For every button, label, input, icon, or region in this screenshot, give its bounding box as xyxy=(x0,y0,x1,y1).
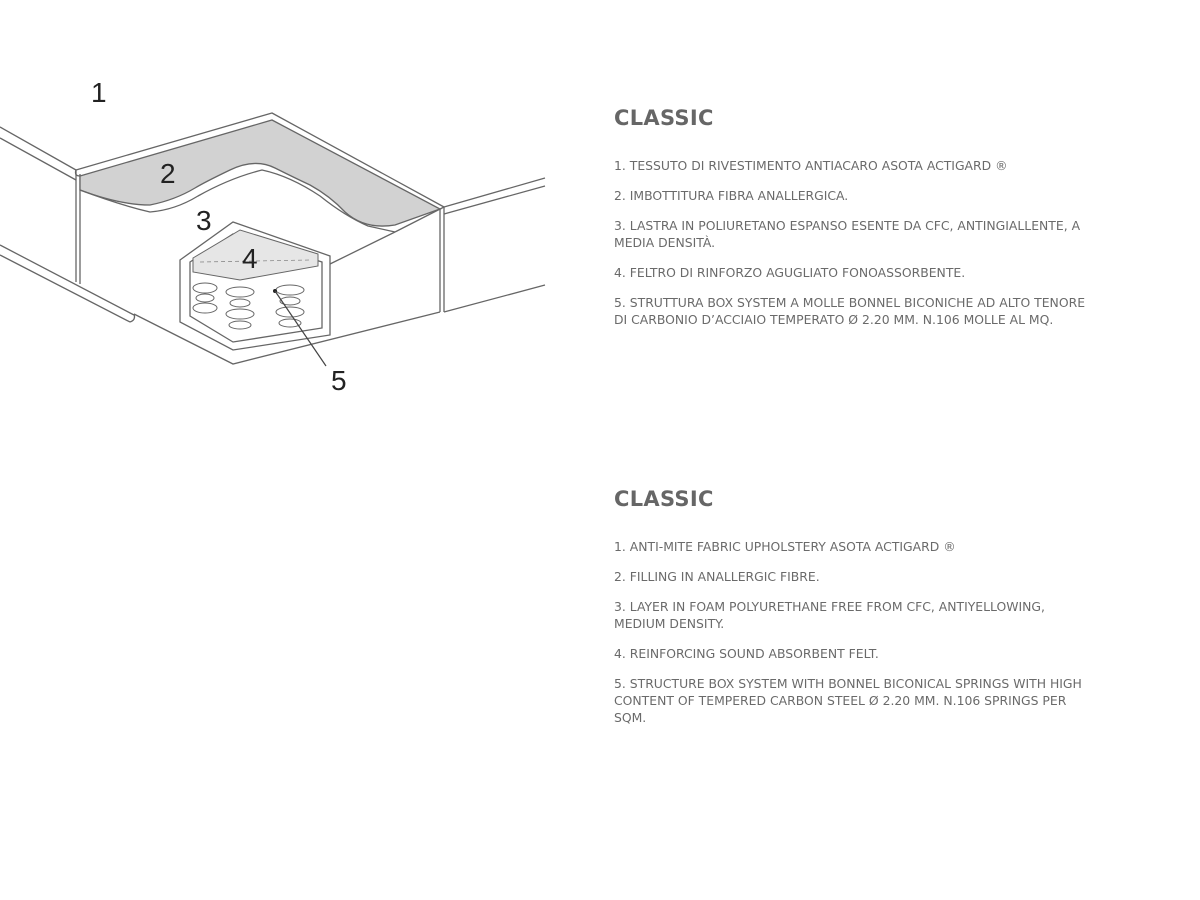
spec-list xyxy=(614,538,1094,726)
callout-1: 1 xyxy=(91,77,107,108)
spec-item: 3. LAYER IN FOAM POLYURETHANE FREE FROM CFC, ANTIYELLOWING, MEDIUM DENSITY. xyxy=(614,599,1045,631)
side-edge xyxy=(444,285,545,312)
side-edge xyxy=(444,186,545,214)
callout-5: 5 xyxy=(331,365,347,396)
spec-item: 2. FILLING IN ANALLERGIC FIBRE. xyxy=(614,569,820,584)
callout-3: 3 xyxy=(196,205,212,236)
fabric-edge-line xyxy=(0,127,76,170)
spec-item: 3. LASTRA IN POLIURETANO ESPANSO ESENTE DA CFC, ANTINGIALLENTE, A MEDIA DENSITÀ. xyxy=(614,218,1081,250)
spec-item: 4. REINFORCING SOUND ABSORBENT FELT. xyxy=(614,646,879,661)
callout-4: 4 xyxy=(242,243,258,274)
spec-list xyxy=(614,157,1094,328)
fibre-filling-layer xyxy=(80,120,440,226)
fabric-edge-line xyxy=(0,255,130,322)
side-edge xyxy=(444,178,545,207)
spec-item: 5. STRUCTURE BOX SYSTEM WITH BONNEL BICONICAL SPRINGS WITH HIGH CONTENT OF TEMPERED CARBON STEEL Ø 2.20 MM. N.106 SPRINGS PER SQM. xyxy=(614,676,1082,725)
fabric-edge-line xyxy=(130,314,135,322)
spec-section-english xyxy=(614,487,1094,739)
section-title: CLASSIC xyxy=(614,106,714,130)
section-title: CLASSIC xyxy=(614,487,714,511)
spec-section-italian xyxy=(614,106,1094,341)
fabric-edge-line xyxy=(0,245,134,315)
fabric-edge-line xyxy=(0,138,76,180)
cutout-wall xyxy=(330,232,395,264)
mattress-cross-section-diagram xyxy=(0,60,560,410)
spec-item: 1. TESSUTO DI RIVESTIMENTO ANTIACARO ASOTA ACTIGARD ® xyxy=(614,158,1008,173)
spec-item: 5. STRUTTURA BOX SYSTEM A MOLLE BONNEL BICONICHE AD ALTO TENORE DI CARBONIO D’ACCIAIO TEMPERATO Ø 2.20 MM. N.106 MOLLE AL MQ. xyxy=(614,295,1086,327)
spec-item: 4. FELTRO DI RINFORZO AGUGLIATO FONOASSORBENTE. xyxy=(614,265,966,280)
mattress-illustration xyxy=(0,60,560,410)
spec-item: 2. IMBOTTITURA FIBRA ANALLERGICA. xyxy=(614,188,849,203)
callout-2: 2 xyxy=(160,158,176,189)
spec-item: 1. ANTI-MITE FABRIC UPHOLSTERY ASOTA ACTIGARD ® xyxy=(614,539,956,554)
